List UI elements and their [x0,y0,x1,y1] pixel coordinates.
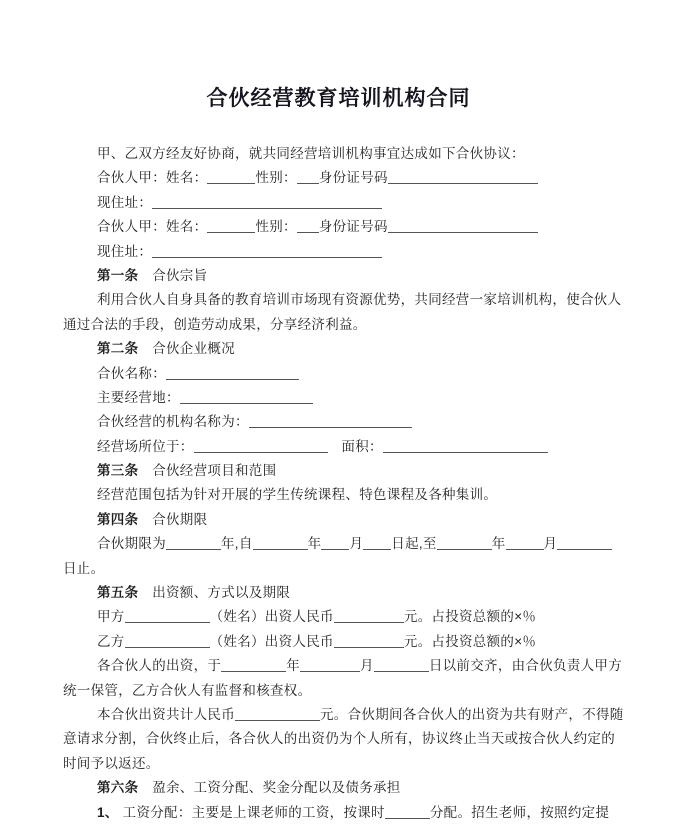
text-segment: 性别： [255,219,297,235]
text-segment: 年,自 [221,536,253,552]
blank-field [125,609,210,623]
blank-field [166,366,299,380]
text-segment: 乙方 [97,633,125,649]
text-segment: 意请求分割，合伙终止后，各合伙人的出资仍为个人所有，协议终止当天或按合伙人约定的 [63,731,615,747]
text-segment: 盈余、工资分配、奖金分配以及债务承担 [138,780,401,796]
clause-1-text-line-2 [63,313,614,337]
partner-a-info-line [63,166,614,190]
blank-field [152,195,382,209]
text-segment: 甲方 [97,609,125,625]
text-segment: 合伙宗旨 [138,267,208,283]
text-segment: 主要经营地： [97,389,180,405]
clause-number: 第六条 [97,780,139,796]
text-segment: 合伙期限为 [97,536,166,552]
party-b-contribution-line [63,630,614,654]
blank-field [125,634,210,648]
clause-2-heading [63,337,614,361]
text-segment: 元。占投资总额的×％ [403,633,537,649]
text-segment: 身份证号码 [318,170,388,186]
text-segment: 利用合伙人自身具备的教育培训市场现有资源优势，共同经营一家培训机构，使合伙人 [97,292,622,308]
text-segment: （姓名）出资人民币 [209,633,334,649]
text-segment: 合伙人甲：姓名： [97,170,208,186]
blank-field [207,170,255,184]
blank-field [253,536,308,550]
document-title: 合伙经营教育培训机构合同 [206,87,471,110]
text-segment: 月 [543,536,558,552]
clause-number: 1、 [97,804,119,820]
clause-3-text-line [63,483,614,507]
blank-field [557,536,612,550]
total-contribution-line-3 [63,752,614,776]
text-segment: 经营范围包括为针对开展的学生传统课程、特色课程及各种集训。 [97,487,498,503]
blank-field [152,244,382,258]
text-segment: 性别： [255,170,297,186]
partner-b-info-line [63,215,614,239]
text-segment: 甲、乙双方经友好协商，就共同经营培训机构事宜达成如下合伙协议： [97,146,525,161]
blank-field [194,439,328,453]
text-segment: 现住址： [97,243,153,259]
text-segment: 合伙名称： [97,365,166,381]
text-segment: 日止。 [63,560,105,576]
text-segment: 合伙经营项目和范围 [138,463,277,479]
blank-field [385,805,430,819]
clause-4-heading [63,508,614,532]
text-segment: 合伙期限 [138,511,208,527]
text-segment: 本合伙出资共计人民币 [97,706,235,722]
total-contribution-line-2 [63,727,614,751]
text-segment: 合伙经营的机构名称为： [97,414,249,430]
text-segment: 合伙人甲：姓名： [97,219,208,235]
text-segment: 月 [349,536,364,552]
text-segment: 时间予以返还。 [63,755,160,771]
text-segment: 经营场所位于： [97,438,194,454]
blank-field [180,390,313,404]
partner-b-address-line [63,240,614,264]
text-segment: 面积： [327,438,383,454]
text-segment: 身份证号码 [318,219,388,235]
clause-number: 第四条 [97,511,139,527]
blank-field [388,170,538,184]
blank-field [249,414,412,428]
clause-1-heading [63,264,614,288]
clause-number: 第三条 [97,463,139,479]
institution-name-line [63,410,614,434]
text-segment: 年 [491,536,506,552]
blank-field [321,536,349,550]
text-segment: 统一保管，乙方合伙人有监督和核查权。 [63,682,312,698]
blank-field [221,658,286,672]
clause-number: 第一条 [97,267,139,283]
blank-field [334,609,404,623]
blank-field [297,219,319,233]
intro-line [63,142,614,166]
contribution-deadline-line-1 [63,654,623,678]
partnership-name-line [63,362,614,386]
blank-field [297,170,319,184]
clause-1-text-line-1 [63,288,622,312]
blank-field [383,439,548,453]
text-segment: 元。占投资总额的×％ [403,609,537,625]
text-segment: 现住址： [97,194,153,210]
blank-field [300,658,360,672]
text-segment: 合伙企业概况 [138,341,236,357]
main-business-location-line [63,386,614,410]
party-a-contribution-line [63,605,614,629]
salary-distribution-line [63,801,614,825]
blank-field [374,658,429,672]
partner-a-address-line [63,191,614,215]
text-segment: 出资额、方式以及期限 [138,585,291,601]
contribution-deadline-line-2 [63,679,614,703]
text-segment: 元。合伙期间各合伙人的出资为共有财产，不得随 [320,706,624,722]
text-segment: 通过合法的手段，创造劳动成果，分享经济利益。 [63,316,367,332]
clause-3-heading [63,459,614,483]
text-segment: 年 [307,536,322,552]
clause-number: 第二条 [97,341,139,357]
text-segment: 月 [360,658,374,674]
clause-5-heading [63,581,614,605]
clause-number: 第五条 [97,585,139,601]
text-segment: 工资分配：主要是上课老师的工资，按课时 [118,804,385,820]
premises-area-line [63,435,614,459]
total-contribution-line-1 [63,703,624,727]
blank-field [437,536,492,550]
text-segment: 年 [286,658,301,674]
clause-6-heading [63,776,614,800]
blank-field [388,219,538,233]
blank-field [363,536,391,550]
term-line-2 [63,557,614,581]
text-segment: 日起,至 [391,536,437,552]
text-segment: （姓名）出资人民币 [209,609,334,625]
blank-field [334,634,404,648]
blank-field [506,536,544,550]
blank-field [166,536,221,550]
term-line-1 [63,532,614,556]
text-segment: 日以前交齐，由合伙负责人甲方 [428,658,623,674]
text-segment: 分配。招生老师，按照约定提 [429,804,610,820]
document-body [63,142,624,825]
text-segment: 各合伙人的出资，于 [97,658,222,674]
blank-field [207,219,255,233]
blank-field [235,707,320,721]
